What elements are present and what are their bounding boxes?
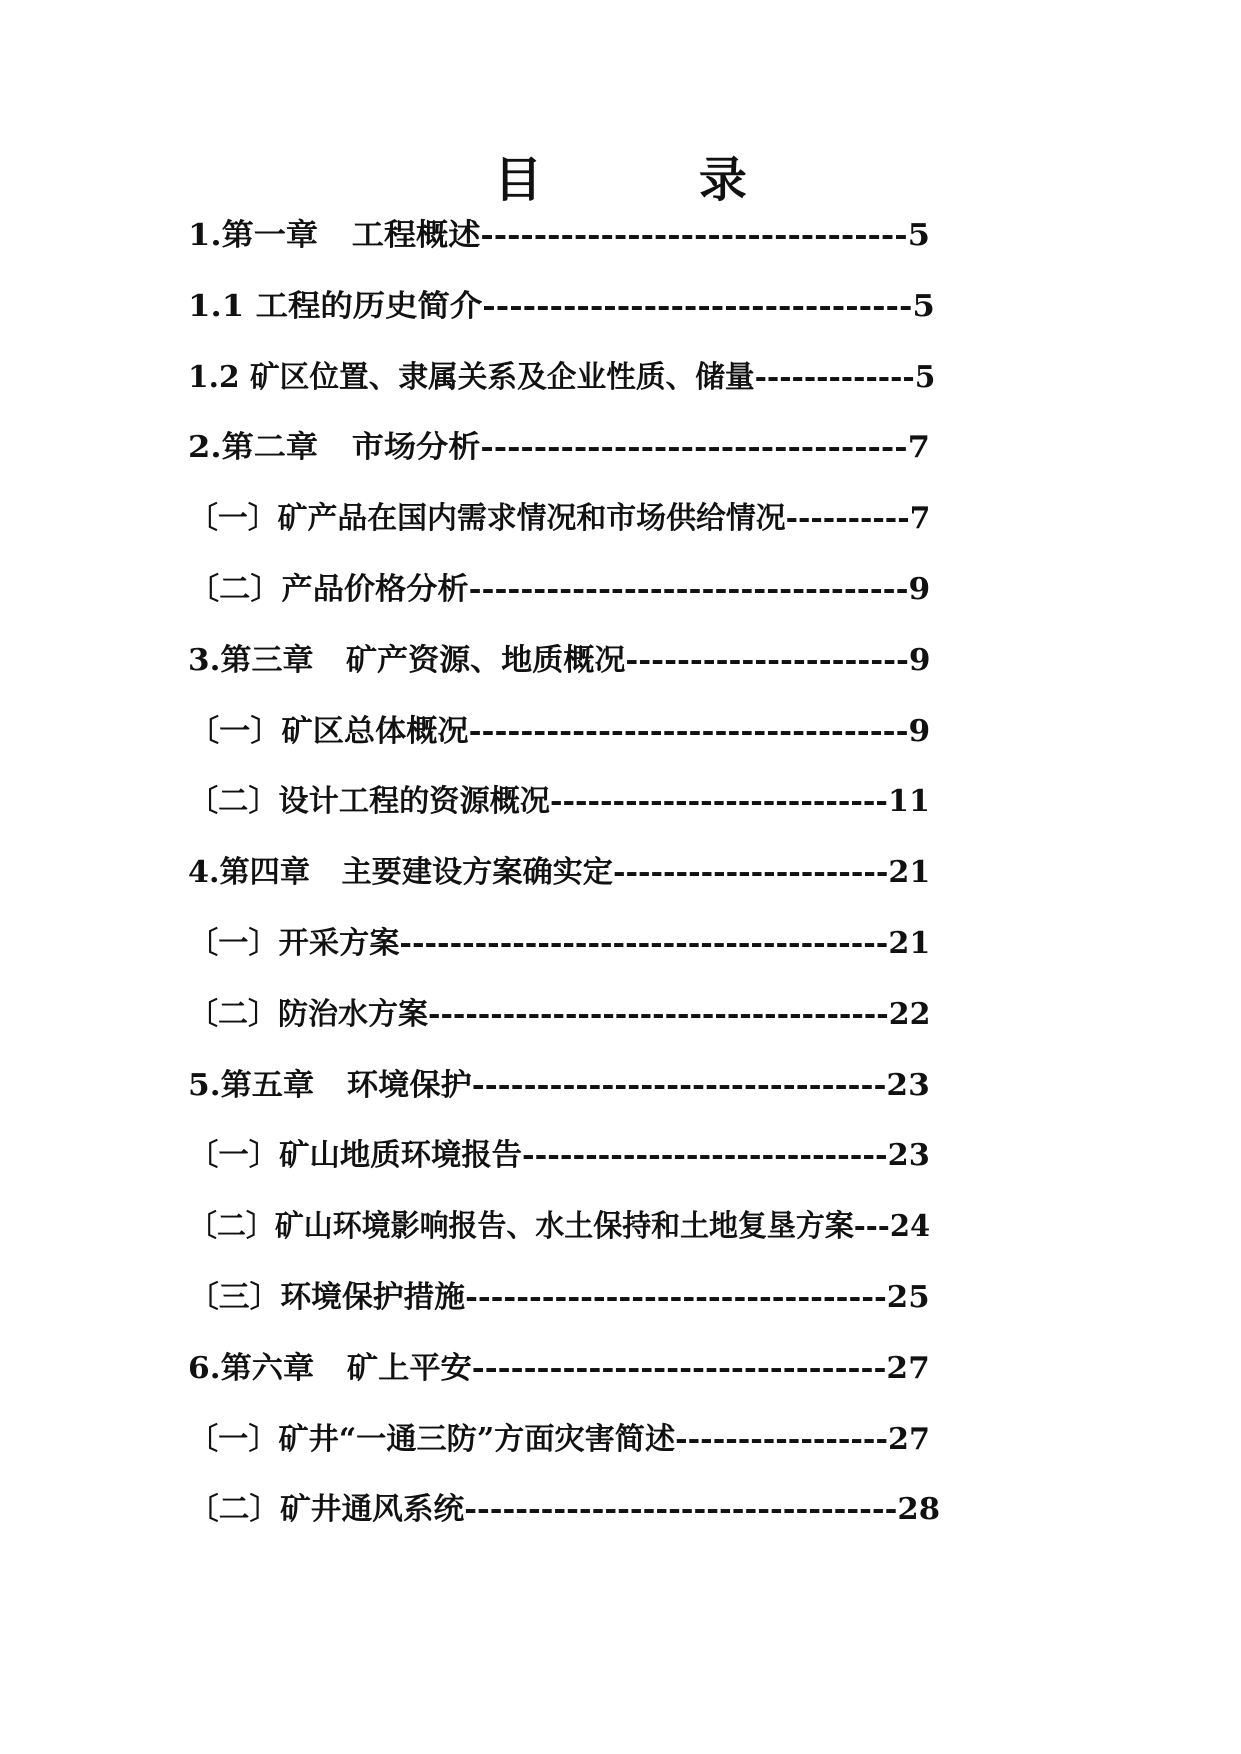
toc-page-number: 11 xyxy=(887,784,930,820)
toc-entry-title: 环境保护 xyxy=(346,1067,472,1103)
toc-entry[interactable] xyxy=(188,494,930,544)
toc-entry[interactable] xyxy=(188,423,930,473)
toc-leader: ------------- xyxy=(754,359,915,395)
toc-gap xyxy=(318,430,352,465)
toc-chapter-number: 4.第四章 xyxy=(188,855,310,891)
toc-chapter-number: 6.第六章 xyxy=(188,1350,315,1386)
toc-entry[interactable] xyxy=(188,707,930,757)
toc-chapter-number: 1.第一章 xyxy=(188,218,319,253)
toc-page-number: 24 xyxy=(889,1209,931,1245)
toc-leader: ------------------------------------- xyxy=(428,996,889,1032)
toc-entry-title: 主要建设方案确实定 xyxy=(341,855,613,891)
toc-entry[interactable] xyxy=(188,990,930,1040)
toc-entry-title: 矿上平安 xyxy=(346,1350,472,1386)
toc-leader: -------------------------------- xyxy=(471,1350,887,1386)
toc-page-number: 22 xyxy=(888,996,931,1032)
toc-entry-title: 〔一〕矿产品在国内需求情况和市场供给情况 xyxy=(188,501,786,537)
toc-entry[interactable] xyxy=(188,211,930,261)
toc-entry[interactable] xyxy=(188,1344,930,1394)
toc-gap xyxy=(314,643,346,678)
toc-leader: --- xyxy=(853,1209,890,1245)
toc-page-number: 9 xyxy=(908,642,931,678)
toc-entry[interactable] xyxy=(188,919,930,969)
toc-gap xyxy=(318,218,352,253)
toc-page-number: 27 xyxy=(887,1421,930,1457)
toc-leader: ----------------- xyxy=(675,1421,888,1457)
toc-entry[interactable] xyxy=(188,353,935,403)
toc-page-number: 25 xyxy=(886,1280,930,1315)
toc-entry[interactable] xyxy=(188,1485,940,1535)
toc-leader: ---------------------------------- xyxy=(468,713,909,749)
toc-entry-title: 〔二〕产品价格分析 xyxy=(188,572,469,607)
toc-page-number: 28 xyxy=(897,1492,941,1528)
toc-entry-title: 〔三〕环境保护措施 xyxy=(188,1280,466,1315)
toc-page-number: 5 xyxy=(914,359,936,395)
toc-leader: ---------------------------------- xyxy=(468,572,909,607)
toc-chapter-number: 3.第三章 xyxy=(188,642,314,678)
toc-page-number: 9 xyxy=(908,572,931,607)
toc-entry[interactable] xyxy=(188,282,935,332)
toc-page-number: 7 xyxy=(907,430,930,466)
toc-leader: --------------------------------------- xyxy=(399,926,889,961)
toc-entry[interactable] xyxy=(188,565,930,615)
toc-leader: -------------------------------- xyxy=(471,1067,887,1103)
toc-leader: -------------------------------- xyxy=(482,288,913,324)
toc-entry-title: 1.1 工程的历史简介 xyxy=(188,288,483,324)
toc-page-number: 7 xyxy=(909,501,931,537)
toc-page-number: 5 xyxy=(907,218,930,253)
toc-page-number: 5 xyxy=(912,288,935,324)
toc-leader: -------------------------------- xyxy=(480,218,908,253)
toc-entry-title: 市场分析 xyxy=(351,430,481,466)
toc-entry-title: 〔一〕矿井“一通三防”方面灾害简述 xyxy=(188,1421,676,1457)
toc-leader: -------------------------------- xyxy=(480,430,908,466)
toc-entry[interactable] xyxy=(188,848,930,898)
toc-gap xyxy=(314,1068,347,1103)
toc-entry[interactable] xyxy=(188,1202,930,1252)
toc-entry-title: 〔二〕矿井通风系统 xyxy=(188,1492,465,1528)
toc-page-number: 9 xyxy=(908,713,931,749)
toc-entry-title: 矿产资源、地质概况 xyxy=(345,642,626,678)
toc-chapter-number: 5.第五章 xyxy=(188,1067,315,1103)
toc-entry[interactable] xyxy=(188,1061,930,1111)
toc-page-number: 27 xyxy=(886,1350,930,1386)
toc-entry[interactable] xyxy=(188,1273,930,1323)
page-title: 目 录 xyxy=(494,152,817,208)
toc-leader: ----------------------------- xyxy=(522,1138,888,1174)
toc-entry[interactable] xyxy=(188,1131,930,1181)
toc-entry-title: 1.2 矿区位置、隶属关系及企业性质、储量 xyxy=(188,359,755,395)
toc-entry-title: 〔二〕矿山环境影响报告、水土保持和土地复垦方案 xyxy=(188,1209,854,1245)
toc-entry-title: 〔二〕设计工程的资源概况 xyxy=(188,784,550,820)
toc-leader: ---------------------- xyxy=(612,855,889,891)
toc-gap xyxy=(314,1351,347,1386)
toc-entry[interactable] xyxy=(188,636,931,686)
toc-entry-title: 〔一〕矿区总体概况 xyxy=(188,713,469,749)
toc-entry-title: 〔一〕矿山地质环境报告 xyxy=(188,1138,523,1174)
toc-leader: --------------------------- xyxy=(549,784,888,820)
toc-gap xyxy=(310,855,342,890)
toc-entry-title: 〔二〕防治水方案 xyxy=(188,996,428,1032)
toc-page-number: 21 xyxy=(888,926,931,961)
toc-page-number: 23 xyxy=(886,1067,930,1103)
toc-page-number: 23 xyxy=(887,1138,930,1174)
toc-leader: --------------------------------- xyxy=(465,1280,887,1315)
toc-entry-title: 工程概述 xyxy=(351,218,481,253)
toc-entry[interactable] xyxy=(188,1415,930,1465)
toc-leader: ---------------------- xyxy=(625,642,909,678)
toc-entry-title: 〔一〕开采方案 xyxy=(188,926,400,961)
toc-leader: ---------------------------------- xyxy=(464,1492,898,1528)
toc-page-number: 21 xyxy=(888,855,931,891)
toc-entry[interactable] xyxy=(188,777,930,827)
toc-leader: ---------- xyxy=(785,501,910,537)
toc-chapter-number: 2.第二章 xyxy=(188,430,319,466)
